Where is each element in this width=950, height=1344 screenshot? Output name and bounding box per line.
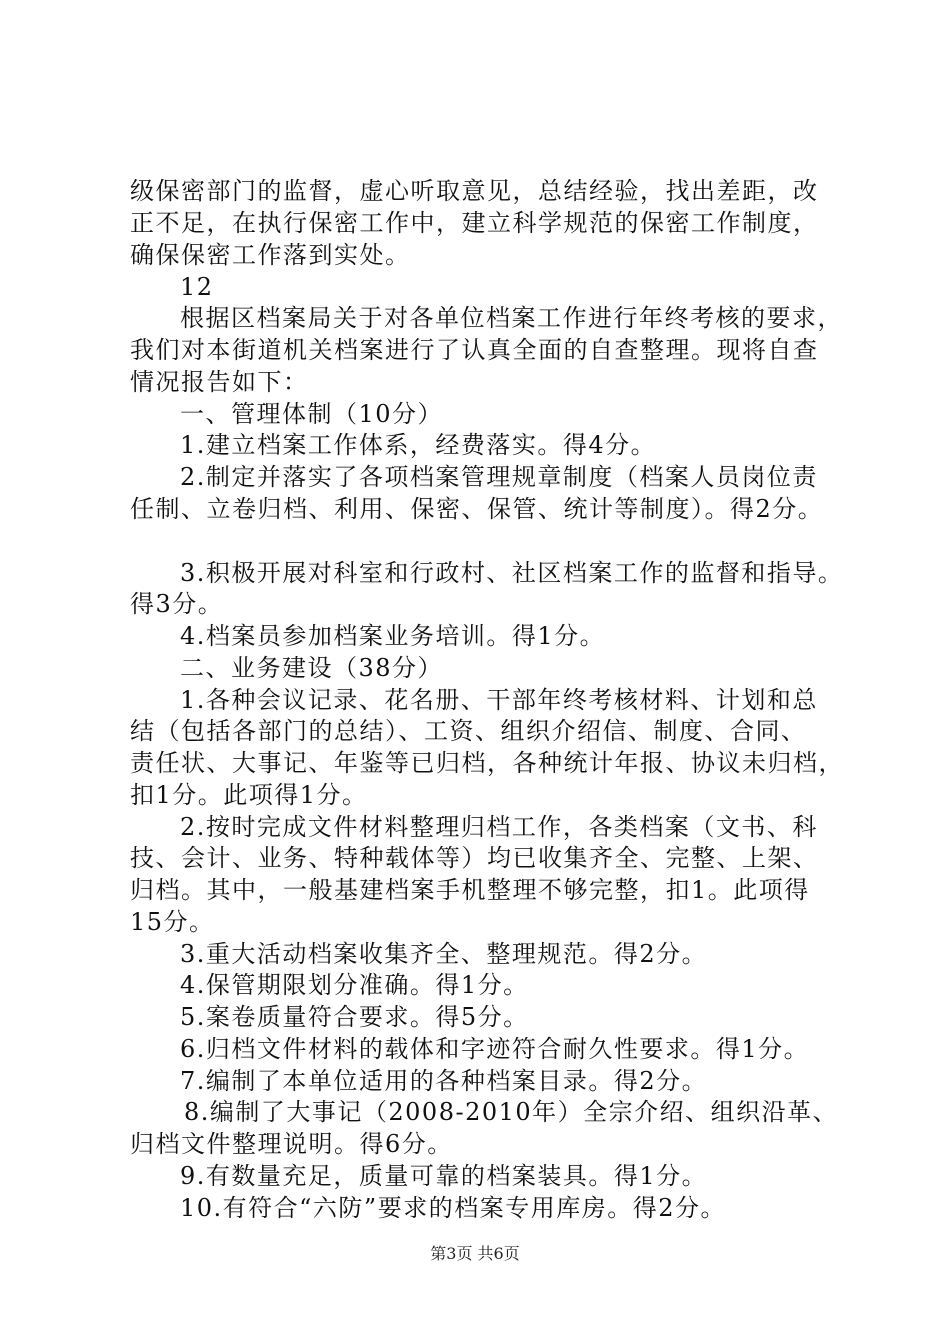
- text-line: 15分。: [130, 908, 215, 936]
- text-line: 情况报告如下：: [130, 368, 309, 396]
- section-heading: 二、业务建设（38分）: [180, 654, 444, 682]
- text-line: 得3分。: [130, 590, 224, 618]
- text-line: 根据区档案局关于对各单位档案工作进行年终考核的要求，: [180, 304, 843, 332]
- page-footer: 第3页 共6页: [430, 1244, 520, 1263]
- text-line: 4.保管期限划分准确。得1分。: [180, 971, 529, 999]
- text-line: 3.积极开展对科室和行政村、社区档案工作的监督和指导。: [180, 559, 844, 587]
- text-line: 2.按时完成文件材料整理归档工作，各类档案（文书、科: [180, 813, 818, 841]
- text-line: 12: [180, 273, 214, 301]
- text-line: 结（包括各部门的总结）、工资、组织介绍信、制度、合同、: [130, 717, 807, 745]
- text-line: 1.建立档案工作体系，经费落实。得4分。: [180, 431, 657, 459]
- section-heading: 一、管理体制（10分）: [180, 400, 444, 428]
- text-line: 扣1分。此项得1分。: [130, 781, 368, 809]
- text-line: 归档文件整理说明。得6分。: [130, 1130, 453, 1158]
- text-line: 确保保密工作落到实处。: [130, 241, 411, 269]
- text-line: 归档。其中，一般基建档案手机整理不够完整，扣1。此项得: [130, 876, 810, 904]
- text-line: 任制、立卷归档、利用、保密、保管、统计等制度）。得2分。: [130, 495, 824, 523]
- text-line: 技、会计、业务、特种载体等）均已收集齐全、完整、上架、: [130, 844, 819, 872]
- text-line: 7.编制了本单位适用的各种档案目录。得2分。: [180, 1067, 708, 1095]
- text-line: 我们对本街道机关档案进行了认真全面的自查整理。现将自查: [130, 336, 819, 364]
- text-line: 8.编制了大事记（2008-2010年）全宗介绍、组织沿革、: [184, 1098, 839, 1126]
- text-line: 4.档案员参加档案业务培训。得1分。: [180, 622, 606, 650]
- text-line: 1.各种会议记录、花名册、干部年终考核材料、计划和总: [180, 686, 818, 714]
- text-line: 3.重大活动档案收集齐全、整理规范。得2分。: [180, 940, 708, 968]
- text-line: 5.案卷质量符合要求。得5分。: [180, 1003, 529, 1031]
- text-line: 9.有数量充足，质量可靠的档案装具。得1分。: [180, 1162, 708, 1190]
- text-line: 正不足，在执行保密工作中，建立科学规范的保密工作制度，: [130, 209, 819, 237]
- text-line: 责任状、大事记、年鉴等已归档，各种统计年报、协议未归档，: [130, 749, 844, 777]
- text-line: 6.归档文件材料的载体和字迹符合耐久性要求。得1分。: [180, 1035, 810, 1063]
- text-line: 2.制定并落实了各项档案管理规章制度（档案人员岗位责: [180, 463, 818, 491]
- text-line: 级保密部门的监督，虚心听取意见，总结经验，找出差距，改: [130, 177, 819, 205]
- text-line: 10.有符合“六防”要求的档案专用库房。得2分。: [180, 1194, 726, 1222]
